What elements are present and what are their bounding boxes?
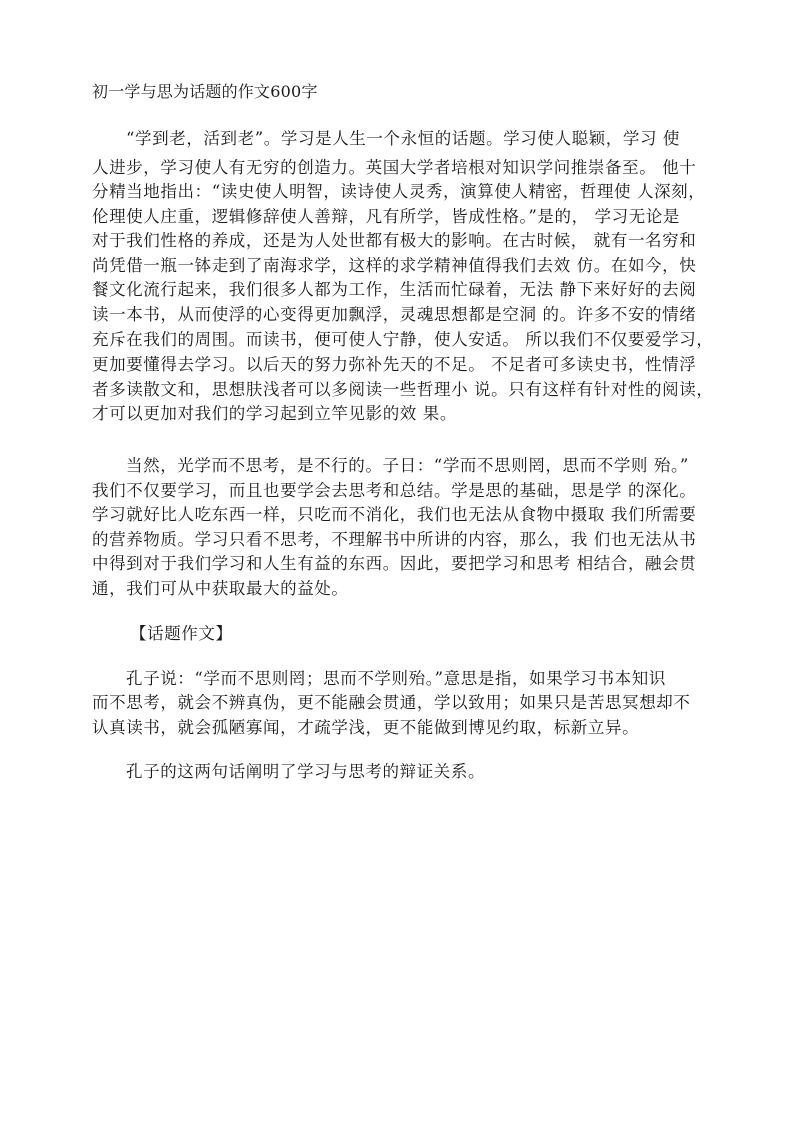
- paragraph-1-line: 充斥在我们的周围。而读书，便可使人宁静，使人安适。 所以我们不仅要爱学习，: [92, 330, 714, 349]
- paragraph-1-line: “学到老，活到老”。学习是人生一个永恒的话题。学习使人聪颖，学习 使: [126, 129, 681, 148]
- paragraph-3-line: 而不思考，就会不辨真伪，更不能融会贯通，学以致用；如果只是苦思冥想却不: [92, 693, 691, 712]
- paragraph-3-line: 孔子说：“学而不思则罔；思而不学则殆。”意思是指，如果学习书本知识: [126, 669, 666, 688]
- paragraph-1-line: 读一本书，从而使浮的心变得更加飘浮，灵魂思想都是空洞 的。许多不安的情绪: [92, 305, 697, 324]
- paragraph-2-line: 学习就好比人吃东西一样，只吃而不消化，我们也无法从食物中摄取 我们所需要: [92, 505, 697, 524]
- paragraph-1-line: 人进步，学习使人有无穷的创造力。英国大学者培根对知识学问推崇备至。 他十: [92, 158, 697, 177]
- paragraph-4-line: 孔子的这两句话阐明了学习与思考的辩证关系。: [126, 762, 486, 781]
- paragraph-1-line: 尚凭借一瓶一钵走到了南海求学，这样的求学精神值得我们去效 仿。在如今，快: [92, 256, 697, 275]
- paragraph-1-line: 伦理使人庄重，逻辑修辞使人善辩，凡有所学，皆成性格。”是的， 学习无论是: [92, 207, 681, 226]
- paragraph-2-line: 通，我们可从中获取最大的益处。: [92, 579, 349, 598]
- paragraph-2-line: 我们不仅要学习，而且也要学会去思考和总结。学是思的基础，思是学 的深化。: [92, 481, 697, 500]
- paragraph-1-line: 更加要懂得去学习。以后天的努力弥补先天的不足。 不足者可多读史书，性情浮: [92, 355, 697, 374]
- paragraph-1-line: 餐文化流行起来，我们很多人都为工作，生活而忙碌着，无法 静下来好好的去阅: [92, 280, 697, 299]
- paragraph-2-line: 中得到对于我们学习和人生有益的东西。因此，要把学习和思考 相结合，融会贯: [92, 554, 697, 573]
- paragraph-1-line: 分精当地指出：“读史使人明智，读诗使人灵秀，演算使人精密，哲理使 人深刻，: [92, 182, 706, 201]
- paragraph-1-line: 才可以更加对我们的学习起到立竿见影的效 果。: [92, 404, 457, 423]
- section-heading: 【话题作文】: [130, 624, 233, 643]
- paragraph-1-line: 者多读散文和，思想肤浅者可以多阅读一些哲理小 说。只有这样有针对性的阅读，: [92, 380, 714, 399]
- paragraph-3-line: 认真读书，就会孤陋寡闻，才疏学浅，更不能做到博见约取，标新立异。: [92, 718, 640, 737]
- paragraph-2-line: 当然，光学而不思考，是不行的。子日：“学而不思则罔，思而不学则 殆。”: [126, 456, 689, 475]
- paragraph-2-line: 的营养物质。学习只看不思考，不理解书中所讲的内容，那么，我 们也无法从书: [92, 530, 697, 549]
- paragraph-1-line: 对于我们性格的养成，还是为人处世都有极大的影响。在古时候， 就有一名穷和: [92, 231, 697, 250]
- document-title: 初一学与思为话题的作文600字: [92, 82, 318, 101]
